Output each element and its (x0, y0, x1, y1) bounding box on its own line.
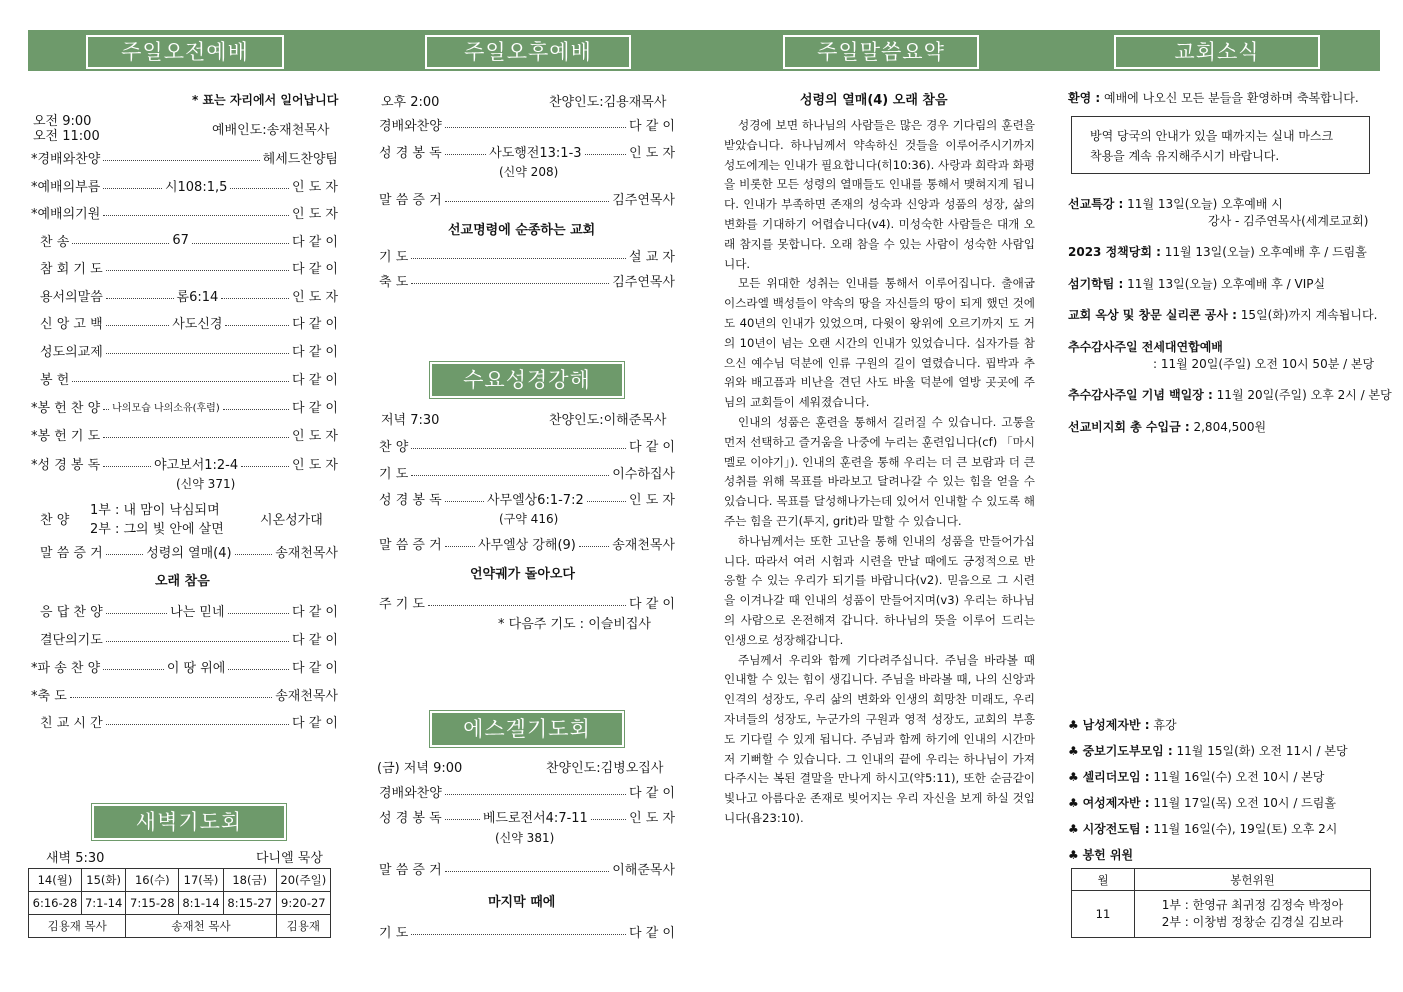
sermon-paragraph: 하나님께서는 또한 고난을 통해 인내의 성품을 만들어가십니다. 따라서 여러 시험과 시련을 만날 때에도 긍정적으로 반응할 수 있는 우리가 되기를 바랍니다(v2). 믿음으로 그 시련을 이겨나갈 때 인내의 성품이 만들어지며(v3) 우리는 하나님의 사람으로 온전해져 갑니다. 하나님의 뜻을 이루어 드리는 인생으로 성장해갑니다. (724, 533, 1035, 647)
leader-dots (591, 818, 626, 820)
news-label: 추수감사주일 기념 백일장 : (1068, 388, 1213, 402)
order-label: 기 도 (379, 466, 409, 482)
order-leader: 인 도 자 (292, 457, 338, 473)
sermon-paragraph: 모든 위대한 성취는 인내를 통해서 이루어집니다. 출애굽 이스라엘 백성들이 약속의 땅을 자신들의 땅이 되게 했던 것에도 40년의 인내가 있었으며, 다윗이 왕위에 오르기까지 도 거의 10년이 넘는 오랜 시간의 인내가 있었습니다. 십자가를 참으신 예수님 덕분에 인류 구원의 길이 열렸습니다. 핍박과 추위와 배고픔과 비난을 견딘 사도 바울 덕분에 열방 곳곳에 주님의 교회들이 세워졌습니다. (724, 276, 1035, 410)
leader-dots (228, 668, 289, 670)
order-leader: 다 같 이 (292, 632, 338, 648)
news-item (1068, 338, 1223, 355)
sermon-paragraph: 성경에 보면 하나님의 사람들은 많은 경우 기다림의 훈련을 받았습니다. 하나님께서 약속하신 것들을 이루어주시기까지 성도에게는 인내가 필요합니다(히10:36). 사랑과 희락과 화평을 비롯한 모든 성령의 열매들도 인내를 통해서 맺혀지게 됩니다. 인내가 부족하면 존재의 성숙과 신앙과 성품의 성장, 삶의 변화를 기대하기 어렵습니다(v4). 미성숙한 사람들은 대개 오래 참지를 못합니다. 오래 참을 수 있는 사람이 성숙한 사람입니다. (724, 118, 1035, 271)
leader-dots (106, 297, 174, 299)
news-label: 섬기학팀 : (1068, 277, 1124, 291)
news-label: 2023 정책당회 : (1068, 245, 1161, 259)
committee-line: 1부 : 한영규 최귀정 김정숙 박정아 (1161, 898, 1344, 912)
leader-cell: 송재천 목사 (126, 915, 276, 938)
order-row (40, 231, 338, 249)
leader-dots (411, 447, 626, 449)
order-leader: 송재천목사 (275, 688, 338, 704)
order-label: 말 씀 증 거 (379, 537, 442, 553)
month-header: 월 (1072, 869, 1135, 891)
day-cell: 17(목) (179, 869, 223, 892)
order-label: 축 도 (379, 274, 409, 290)
order-label: 경배와찬양 (379, 118, 442, 134)
group-item (1068, 768, 1324, 785)
leader-dots (445, 153, 487, 155)
order-row (31, 148, 338, 166)
leader-dots (228, 612, 290, 614)
order-scripture: 야고보서1:2-4 (154, 457, 239, 473)
leader-dots (103, 214, 289, 216)
news-item (1068, 386, 1392, 403)
leader-dots (587, 500, 626, 502)
news-lecturer: 강사 - 김주연목사(세계로교회) (1208, 214, 1369, 228)
order-label: 찬 송 (40, 234, 70, 250)
news-item (1068, 418, 1266, 435)
leader-dots (103, 408, 109, 410)
order-row (40, 258, 338, 276)
choir-name: 시온성가대 (260, 513, 323, 528)
club-icon: ♣ (1068, 770, 1079, 784)
sermon-summary-header: 주일말씀요약 (783, 35, 979, 69)
leader-dots (579, 545, 609, 547)
news-text: 11월 16일(수) 오전 10시 / 본당 (1149, 770, 1325, 784)
morning-leader: 예배인도:송재천목사 (212, 123, 330, 138)
leader-cell: 김용재 목사 (29, 915, 126, 938)
order-scripture: 이 땅 위에 (166, 660, 226, 676)
order-row (31, 657, 338, 675)
wednesday-leader: 찬양인도:이해준목사 (549, 413, 667, 428)
club-icon: ♣ (1068, 796, 1079, 810)
leader-dots (445, 545, 475, 547)
leader-dots (192, 242, 289, 244)
club-icon: ♣ (1068, 822, 1079, 836)
leader-dots (445, 126, 626, 128)
leader-dots (223, 408, 289, 410)
morning-time-2: 오전 11:00 (33, 129, 100, 144)
order-row (379, 922, 675, 940)
committee-cell (1135, 891, 1371, 938)
order-leader: 다 같 이 (629, 925, 675, 941)
leader-dots (230, 187, 289, 189)
order-label: 성 경 봉 독 (379, 810, 442, 826)
leader-dots (235, 553, 273, 555)
verse-cell: 8:1-14 (179, 892, 223, 915)
order-row (31, 397, 338, 415)
order-leader: 이해준목사 (612, 862, 675, 878)
order-label: 응 답 찬 양 (40, 604, 103, 620)
notice-box (1071, 116, 1370, 174)
leader-dots (70, 696, 272, 698)
order-row (379, 189, 675, 207)
order-row (31, 685, 338, 703)
order-label: 성 경 봉 독 (379, 145, 442, 161)
order-leader: 인 도 자 (292, 428, 338, 444)
choir-song-1: 1부 : 내 맘이 낙심되며 (90, 503, 220, 518)
order-row (40, 313, 338, 331)
order-leader: 인 도 자 (629, 810, 676, 826)
order-scripture: 사도신경 (172, 316, 223, 332)
order-label: *예배의부름 (31, 179, 101, 195)
leader-dots (106, 324, 170, 326)
month-cell: 11 (1072, 891, 1135, 938)
order-scripture: 사무엘상 강해(9) (477, 537, 576, 553)
order-label: 용서의말씀 (40, 289, 103, 305)
verse-cell: 9:20-27 (276, 892, 330, 915)
order-row (40, 601, 338, 619)
order-row (379, 859, 675, 877)
sermon-series: 성령의 열매(4) (146, 545, 232, 561)
news-label: 남성제자반 : (1082, 718, 1150, 732)
order-row (40, 369, 338, 387)
leader-dots (411, 933, 626, 935)
order-label: 신 앙 고 백 (40, 316, 103, 332)
order-scripture: 롬6:14 (176, 289, 219, 305)
leader-dots (106, 640, 289, 642)
order-scripture: 시108:1,5 (164, 179, 228, 195)
order-leader: 인 도 자 (629, 145, 676, 161)
order-leader: 김주연목사 (612, 192, 675, 208)
order-row (379, 782, 675, 800)
news-label: 교회 옥상 및 창문 실리콘 공사 : (1068, 308, 1237, 322)
leader-dots (106, 612, 168, 614)
order-label: 봉 헌 (40, 372, 70, 388)
order-leader: 이수하집사 (612, 466, 675, 482)
order-label: *경배와찬양 (31, 151, 101, 167)
order-row (40, 712, 338, 730)
order-leader: 다 같 이 (292, 234, 338, 250)
choir-song-2: 2부 : 그의 빛 안에 살면 (90, 522, 224, 537)
verse-cell: 7:15-28 (126, 892, 179, 915)
leader-dots (103, 187, 162, 189)
news-text: 11월 20일(주일) 오후 2시 / 본당 (1212, 388, 1392, 402)
wednesday-time: 저녁 7:30 (381, 413, 440, 428)
order-leader: 설 교 자 (629, 249, 675, 265)
order-row (379, 534, 675, 552)
order-row (40, 286, 338, 304)
order-label: 말 씀 증 거 (379, 192, 442, 208)
order-label: 말 씀 증 거 (379, 862, 442, 878)
news-text: 11월 13일(오늘) 오후예배 후 / 드림홀 (1160, 245, 1367, 259)
preacher: 송재천목사 (275, 545, 338, 561)
wednesday-header: 수요성경강해 (430, 362, 624, 398)
order-leader: 다 같 이 (629, 439, 675, 455)
order-leader: 인 도 자 (292, 179, 338, 195)
committee-line: 2부 : 이창범 정창순 김경실 김보라 (1161, 915, 1344, 929)
morning-time-1: 오전 9:00 (33, 114, 92, 129)
order-leader: 송재천목사 (612, 537, 675, 553)
news-label: 선교특강 : (1068, 197, 1124, 211)
order-label: 참 회 기 도 (40, 261, 103, 277)
order-scripture: 베드로전서4:7-11 (482, 810, 588, 826)
order-label: *예배의기원 (31, 206, 101, 222)
order-row (31, 203, 338, 221)
sermon-paragraph: 인내의 성품은 훈련을 통해서 길러질 수 있습니다. 고통을 먼저 선택하고 즐거움을 나중에 누리는 훈련입니다(cf) 「마시멜로 이야기」). 인내의 훈련을 통해 우리는 더 큰 보람과 더 큰 성취를 위해 목표를 바라보고 달려나갈 수 있는 힘을 얻을 수 있습니다. 목표를 달성해나가는데 있어서 인내할 수 있도록 해주는 힘을 끈기(투지, grit)라 말할 수 있습니다. (724, 414, 1035, 528)
club-icon: ♣ (1068, 848, 1079, 862)
day-cell: 18(금) (223, 869, 276, 892)
ezekiel-leader: 찬양인도:김병오집사 (546, 761, 664, 776)
day-cell: 14(월) (29, 869, 82, 892)
leader-dots (103, 159, 259, 161)
news-text: 11월 13일(오늘) 오후예배 시 (1123, 197, 1283, 211)
leader-dots (445, 200, 610, 202)
order-label: 말 씀 증 거 (40, 545, 103, 561)
leader-dots (106, 723, 289, 725)
order-label: 기 도 (379, 925, 409, 941)
leader-cell: 김용재 (276, 915, 330, 938)
news-text: 예배에 나오신 모든 분들을 환영하며 축복합니다. (1100, 91, 1359, 105)
news-text: 15일(화)까지 계속됩니다. (1236, 308, 1378, 322)
order-leader: 다 같 이 (292, 372, 338, 388)
scripture-reference: (신약 371) (176, 477, 236, 491)
group-item (1068, 742, 1348, 759)
news-label: 여성제자반 : (1082, 796, 1150, 810)
order-leader: 다 같 이 (292, 660, 338, 676)
news-item (1068, 195, 1283, 212)
day-cell: 16(수) (126, 869, 179, 892)
dawn-prayer-header: 새벽기도회 (92, 804, 286, 840)
order-scripture: 사도행전13:1-3 (489, 145, 582, 161)
verse-cell: 6:16-28 (29, 892, 82, 915)
order-row (379, 463, 675, 481)
afternoon-sermon-title: 선교명령에 순종하는 교회 (448, 223, 596, 238)
sermon-summary-body (724, 116, 1035, 829)
club-icon: ♣ (1068, 718, 1079, 732)
order-row (31, 425, 338, 443)
notice-line: 방역 당국의 안내가 있을 때까지는 실내 마스크 (1090, 129, 1334, 143)
order-label: *축 도 (31, 688, 67, 704)
news-item (1068, 243, 1367, 260)
sermon-title: 오래 참음 (155, 574, 210, 589)
news-text: 11월 17일(목) 오전 10시 / 드림홀 (1149, 796, 1336, 810)
choir-label: 찬 양 (40, 513, 70, 528)
news-label: 추수감사주일 전세대연합예배 (1068, 340, 1223, 354)
group-item (1068, 820, 1337, 837)
ezekiel-sermon-title: 마지막 때에 (488, 895, 556, 910)
dawn-schedule-table (28, 868, 331, 938)
verse-cell: 7:1-14 (81, 892, 125, 915)
order-row (379, 271, 675, 289)
order-leader: 인 도 자 (629, 492, 675, 508)
news-label: 시장전도팀 : (1082, 822, 1150, 836)
sermon-summary-title: 성령의 열매(4) 오래 참음 (800, 93, 948, 108)
news-item (1068, 275, 1325, 292)
scripture-reference: (신약 381) (495, 831, 555, 845)
verse-cell: 8:15-27 (223, 892, 276, 915)
order-label: 성 경 봉 독 (379, 492, 442, 508)
dawn-book: 다니엘 묵상 (256, 851, 323, 866)
ezekiel-time: (금) 저녁 9:00 (377, 761, 463, 776)
offering-committee-table (1071, 868, 1371, 938)
ezekiel-prayer-header: 에스겔기도회 (430, 711, 624, 747)
club-icon: ♣ (1068, 744, 1079, 758)
welcome-message (1068, 89, 1359, 106)
order-leader: 다 같 이 (292, 715, 338, 731)
order-label: *성 경 봉 독 (31, 457, 101, 473)
news-text: 휴강 (1149, 718, 1177, 732)
order-leader: 다 같 이 (292, 261, 338, 277)
leader-dots (241, 465, 289, 467)
leader-dots (225, 324, 289, 326)
order-scripture: 나는 믿네 (170, 604, 225, 620)
group-item (1068, 716, 1177, 733)
notice-line: 착용을 계속 유지해주시기 바랍니다. (1090, 149, 1280, 163)
order-row (40, 341, 338, 359)
news-label: 중보기도부모임 : (1082, 744, 1173, 758)
afternoon-worship-header: 주일오후예배 (425, 35, 631, 69)
leader-dots (445, 500, 484, 502)
scripture-reference: (구약 416) (499, 512, 559, 526)
order-leader: 김주연목사 (612, 274, 675, 290)
day-cell: 15(화) (81, 869, 125, 892)
order-leader: 다 같 이 (629, 785, 675, 801)
order-leader: 다 같 이 (292, 604, 338, 620)
news-label: 봉헌 위원 (1082, 848, 1134, 862)
afternoon-time: 오후 2:00 (381, 95, 440, 110)
news-text: 11월 16일(수), 19일(토) 오후 2시 (1149, 822, 1338, 836)
order-leader: 헤세드찬양팀 (262, 151, 338, 167)
order-row (31, 454, 338, 472)
leader-dots (585, 153, 627, 155)
day-cell: 20(주일) (276, 869, 330, 892)
order-leader: 다 같 이 (629, 118, 675, 134)
wednesday-sermon-title: 언약궤가 돌아오다 (470, 567, 575, 582)
next-week-prayer: * 다음주 기도 : 이슬비집사 (498, 617, 651, 632)
dawn-time: 새벽 5:30 (46, 851, 105, 866)
news-item (1068, 306, 1377, 323)
order-label: 기 도 (379, 249, 409, 265)
leader-dots (72, 242, 169, 244)
order-scripture: 사무엘상6:1-7:2 (486, 492, 584, 508)
order-row (379, 142, 675, 160)
order-label: *봉 헌 기 도 (31, 428, 101, 444)
leader-dots (103, 436, 289, 438)
leader-dots (445, 870, 610, 872)
news-label: 셀리더모임 : (1082, 770, 1150, 784)
order-label: 결단의기도 (40, 632, 103, 648)
leader-dots (106, 352, 289, 354)
news-text: 11월 15일(화) 오전 11시 / 본당 (1172, 744, 1348, 758)
leader-dots (106, 269, 289, 271)
afternoon-leader: 찬양인도:김용재목사 (549, 95, 667, 110)
order-leader: 인 도 자 (292, 289, 339, 305)
order-label: 성도의교제 (40, 344, 103, 360)
group-item (1068, 846, 1133, 863)
church-news-header: 교회소식 (1114, 35, 1320, 69)
leader-dots (103, 465, 151, 467)
leader-dots (411, 282, 609, 284)
order-row (379, 807, 675, 825)
order-row (379, 436, 675, 454)
sermon-row (40, 542, 338, 560)
order-label: *파 송 찬 양 (31, 660, 101, 676)
order-row (379, 115, 675, 133)
scripture-reference: (신약 208) (499, 165, 559, 179)
leader-dots (72, 380, 289, 382)
group-item (1068, 794, 1336, 811)
order-leader: 다 같 이 (292, 400, 338, 416)
order-row (379, 246, 675, 264)
leader-dots (411, 474, 609, 476)
news-label: 환영 : (1068, 91, 1101, 105)
order-row (379, 593, 675, 611)
order-row (31, 176, 338, 194)
standing-note: * 표는 자리에서 일어납니다 (192, 93, 339, 107)
leader-dots (445, 793, 626, 795)
committee-header: 봉헌위원 (1135, 869, 1371, 891)
order-leader: 다 같 이 (292, 316, 339, 332)
leader-dots (428, 604, 626, 606)
order-leader: 다 같 이 (292, 344, 338, 360)
order-row (379, 489, 675, 507)
leader-dots (103, 668, 164, 670)
leader-dots (221, 297, 289, 299)
leader-dots (445, 818, 480, 820)
news-label: 선교비지회 총 수입금 : (1068, 420, 1190, 434)
news-harvest-detail: : 11월 20일(주일) 오전 10시 50분 / 본당 (1153, 357, 1375, 371)
order-label: 찬 양 (379, 439, 409, 455)
order-row (40, 629, 338, 647)
leader-dots (106, 553, 144, 555)
order-label: 주 기 도 (379, 596, 425, 612)
order-label: *봉 헌 찬 양 (31, 400, 101, 416)
sermon-paragraph: 주님께서 우리와 함께 기다려주십니다. 주님을 바라볼 때 인내할 수 있는 힘이 생깁니다. 주님을 바라볼 때, 나의 신앙과 인격의 성장도, 우리 삶의 변화와 인생의 희망찬 미래도, 우리 자녀들의 성장도, 누군가의 구원과 영적 성장도, 교회의 부흥도 기다릴 수 있게 됩니다. 주님과 함께 하기에 인내의 시간마저 기뻐할 수 있습니다. 그 인내의 끝에 우리는 하나님이 가져다주시는 복된 결말을 만나게 하시고(약5:11), 또한 순금같이 빛나고 아름다운 존재로 빚어지는 우리 자신을 보게 하실 것입니다(욥23:10). (724, 652, 1035, 825)
order-scripture: 나의모습 나의소유(후렴) (112, 402, 220, 414)
news-text: 2,804,500원 (1189, 420, 1267, 434)
order-scripture: 67 (172, 232, 189, 248)
news-text: 11월 13일(오늘) 오후예배 후 / VIP실 (1123, 277, 1326, 291)
leader-dots (411, 257, 626, 259)
morning-worship-header: 주일오전예배 (86, 35, 284, 69)
order-label: 친 교 시 간 (40, 715, 103, 731)
order-leader: 인 도 자 (292, 206, 338, 222)
order-label: 경배와찬양 (379, 785, 442, 801)
order-leader: 다 같 이 (629, 596, 675, 612)
